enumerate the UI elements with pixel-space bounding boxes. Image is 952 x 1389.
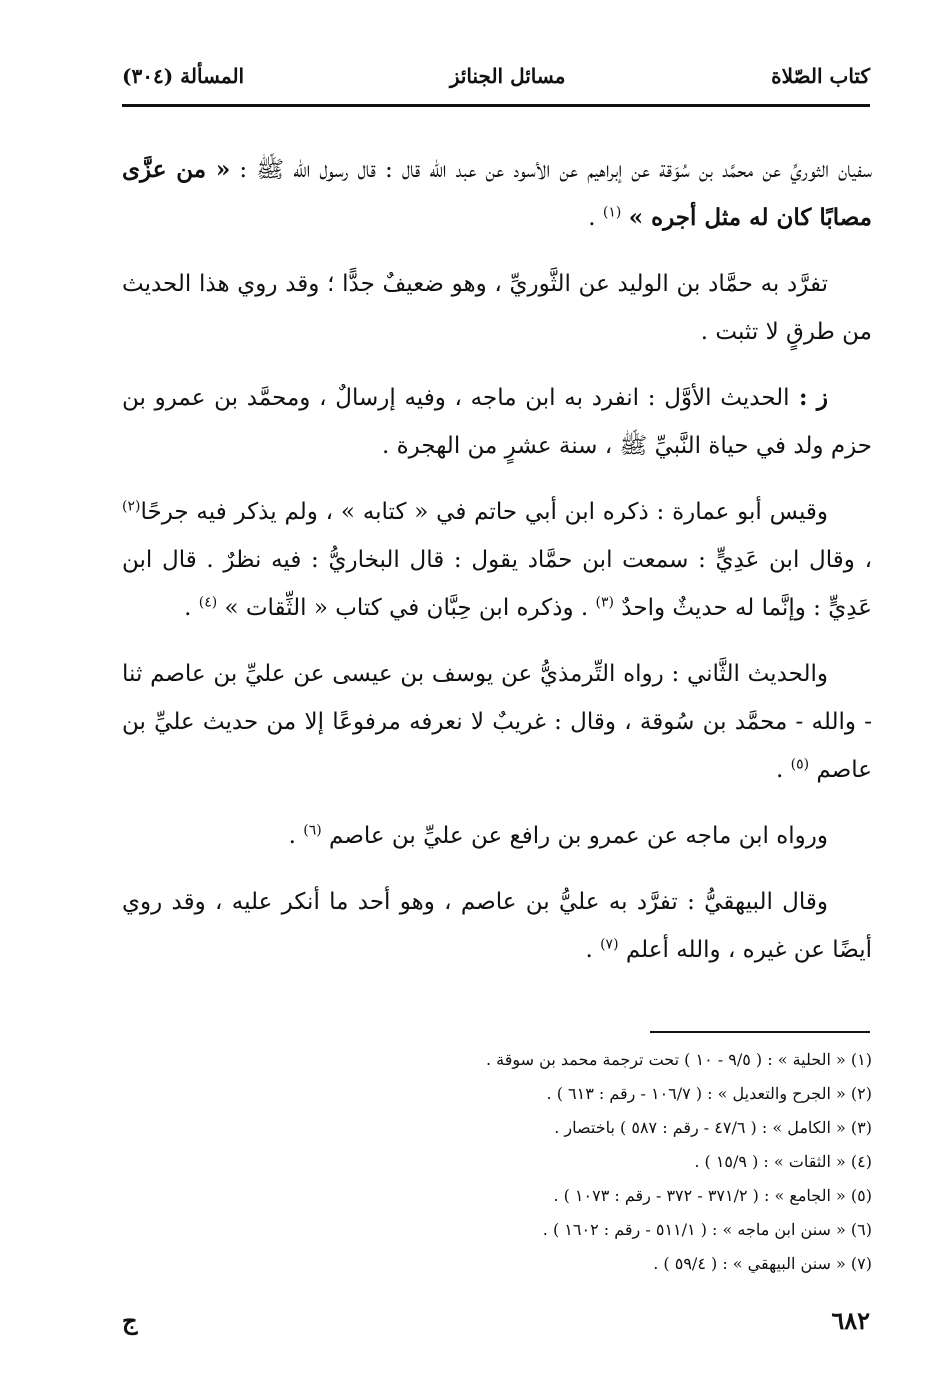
- paragraph: ز : الحديث الأوَّل : انفرد به ابن ماجه ، وفيه إرسالٌ ، ومحمَّد بن عمرو بن حزم ولد في حياة النَّبيِّ ﷺ ، سنة عشرٍ من الهجرة .: [122, 384, 872, 459]
- header-book-title: كتاب الصّلاة: [771, 64, 870, 88]
- paragraph: وقيس أبو عمارة : ذكره ابن أبي حاتم في « كتابه » ، ولم يذكر فيه جرحًا$^{(٢)}$ ، وقال ابن عَدِيٍّ : سمعت ابن حمَّاد يقول : قال البخاريُّ : فيه نظرٌ . قال ابن عَدِيٍّ : وإنَّما له حديثٌ واحدٌ $^{(٣)}$ . وذكره ابن حِبَّان في كتاب « الثِّقات » $^{(٤)}$ .: [122, 498, 872, 621]
- footnote: (٥) « الجامع » : ( ٣٧١/٢ - ٣٧٢ - رقم : ١٠٧٣ ) .: [553, 1186, 872, 1205]
- footnote-ref: (٥): [790, 756, 810, 773]
- footnote: (٤) « الثقات » : ( ١٥/٩ ) .: [694, 1152, 872, 1171]
- header-issue-number: المسألة (٣٠٤): [122, 64, 245, 88]
- footnote-ref: (٤): [198, 594, 218, 611]
- footnote-ref: (٧): [600, 936, 619, 953]
- main-text: [122, 146, 872, 992]
- footnote: (٦) « سنن ابن ماجه » : ( ٥١١/١ - رقم : ١٦٠٢ ) .: [542, 1220, 872, 1239]
- footnote: (٧) « سنن البيهقي » : ( ٥٩/٤ ) .: [653, 1254, 872, 1273]
- hadith-quote: « من عزَّى مصابًا كان له مثل أجره »: [122, 156, 872, 231]
- page-footer: [122, 1300, 870, 1340]
- footnote: (٢) « الجرح والتعديل » : ( ١٠٦/٧ - رقم : ٦١٣ ) .: [546, 1084, 872, 1103]
- footnote-ref: (١): [602, 204, 622, 221]
- paragraph: ورواه ابن ماجه عن عمرو بن رافع عن عليِّ بن عاصم $^{(٦)}$ .: [288, 822, 828, 849]
- footnote-rule: [650, 1031, 870, 1033]
- footnote: (١) « الحلية » : ( ٩/٥ - ١٠ ) تحت ترجمة محمد بن سوقة .: [485, 1050, 872, 1069]
- footnote-ref: (٦): [303, 822, 322, 839]
- header-section-title: مسائل الجنائز: [449, 64, 566, 88]
- paragraph: والحديث الثَّاني : رواه التِّرمذيُّ عن يوسف بن عيسى عن عليِّ بن عاصم ثنا - والله - محمَّد بن سُوقة ، وقال : غريبٌ لا نعرفه مرفوعًا إلا من حديث عليِّ بن عاصم $^{(٥)}$ .: [122, 661, 872, 783]
- footnote-ref: (٣): [595, 594, 614, 611]
- section-marker: ز :: [789, 384, 828, 411]
- footnote: (٣) « الكامل » : ( ٤٧/٦ - رقم : ٥٨٧ ) باختصار .: [554, 1118, 872, 1137]
- page-number: ٦٨٢: [831, 1305, 870, 1335]
- signature-mark: ج: [122, 1305, 138, 1335]
- paragraph: سفيان الثوريِّ عن محمَّد بن سُوَقة عن إبراهيم عن الأسود عن عبد الله قال : قال رسول الله ﷺ : « من عزَّى مصابًا كان له مثل أجره » $^{(١)}$ .: [122, 156, 872, 231]
- footnotes: [122, 1043, 872, 1281]
- running-header: [122, 56, 870, 96]
- header-rule: [122, 104, 870, 107]
- paragraph: وقال البيهقيُّ : تفرَّد به عليُّ بن عاصم ، وهو أحد ما أنكر عليه ، وقد روي أيضًا عن غيره ، والله أعلم $^{(٧)}$ .: [122, 889, 872, 963]
- footnote-ref: (٢): [122, 498, 141, 515]
- paragraph: تفرَّد به حمَّاد بن الوليد عن الثَّوريِّ ، وهو ضعيفٌ جدًّا ؛ وقد روي هذا الحديث من طرقٍ لا تثبت .: [122, 271, 872, 345]
